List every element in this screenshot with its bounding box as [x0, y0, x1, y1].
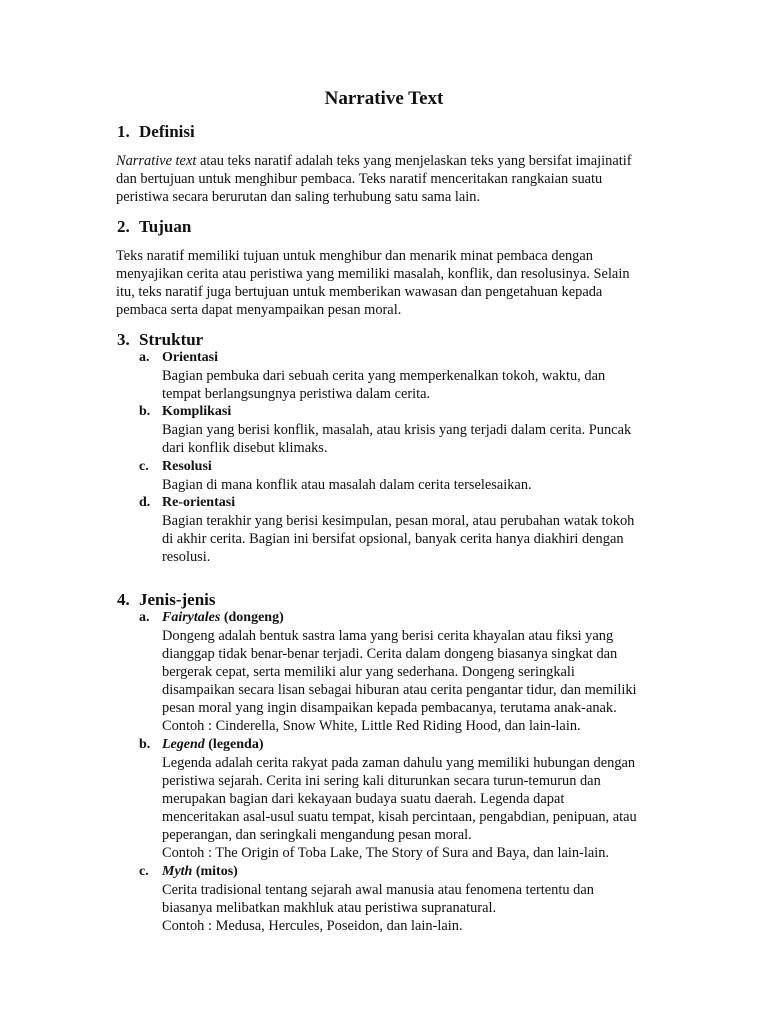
- body-line: Cerita tradisional tentang sejarah awal manusia atau fenomena tertentu dan: [162, 882, 594, 898]
- body-line: bergerak cepat, serta memiliki alur yang sederhana. Dongeng seringkali: [162, 664, 575, 680]
- page-title: Narrative Text: [324, 88, 444, 109]
- item-body: [162, 881, 682, 935]
- item-title: Orientasi: [162, 350, 218, 365]
- item-body: [162, 627, 682, 735]
- item-title-rest: (legenda): [204, 737, 264, 752]
- body-line: tempat berlangsungnya peristiwa dalam cerita.: [162, 386, 431, 402]
- body-line: Bagian di mana konflik atau masalah dalam cerita terselesaikan.: [162, 477, 532, 493]
- line-text: atau teks naratif adalah teks yang menjelaskan teks yang bersifat imajinatif: [196, 153, 632, 169]
- body-line: peperangan, dan seringkali mengandung pesan moral.: [162, 827, 472, 843]
- section-number: 4.: [117, 590, 130, 609]
- body-line: pesan moral yang ingin disampaikan kepada pembacanya, terutama anak-anak.: [162, 700, 617, 716]
- item-body: [162, 367, 682, 403]
- body-line: di akhir cerita. Bagian ini bersifat opsional, banyak cerita hanya diakhiri dengan: [162, 531, 624, 547]
- body-line: Contoh : Cinderella, Snow White, Little Red Riding Hood, dan lain-lain.: [162, 718, 581, 734]
- section-title: Struktur: [139, 330, 204, 349]
- paragraph-tujuan: [116, 247, 676, 319]
- item-title: Komplikasi: [162, 404, 232, 419]
- body-line: Bagian terakhir yang berisi kesimpulan, pesan moral, atau perubahan watak tokoh: [162, 513, 635, 529]
- item-letter: d.: [139, 495, 151, 510]
- section-heading-tujuan: [117, 216, 191, 238]
- paragraph-line: [116, 152, 676, 170]
- body-line: Legenda adalah cerita rakyat pada zaman dahulu yang memiliki hubungan dengan: [162, 755, 636, 771]
- section-number: 3.: [117, 330, 130, 349]
- item-body: [162, 754, 682, 862]
- item-title-rest: (dongeng): [220, 610, 284, 625]
- item-body: [162, 512, 682, 566]
- body-line: Contoh : The Origin of Toba Lake, The Story of Sura and Baya, dan lain-lain.: [162, 845, 610, 861]
- item-title: [162, 736, 263, 754]
- body-line: dianggap tidak benar-benar terjadi. Cerita dalam dongeng biasanya singkat dan: [162, 646, 618, 662]
- paragraph-line: Teks naratif memiliki tujuan untuk menghibur dan menarik minat pembaca dengan: [116, 248, 593, 264]
- item-title: [162, 863, 238, 881]
- item-letter: b.: [139, 404, 151, 419]
- item-letter: c.: [139, 459, 149, 474]
- body-line: Contoh : Medusa, Hercules, Poseidon, dan lain-lain.: [162, 918, 463, 934]
- body-line: merupakan bagian dari kekayaan budaya suatu daerah. Legenda dapat: [162, 791, 565, 807]
- body-line: menceritakan asal-usul suatu tempat, kisah percintaan, pengabdian, penipuan, atau: [162, 809, 637, 825]
- body-line: Bagian pembuka dari sebuah cerita yang memperkenalkan tokoh, waktu, dan: [162, 368, 606, 384]
- body-line: Bagian yang berisi konflik, masalah, atau krisis yang terjadi dalam cerita. Puncak: [162, 422, 632, 438]
- body-line: biasanya melibatkan makhluk atau peristiwa supranatural.: [162, 900, 497, 916]
- item-body: [162, 476, 682, 494]
- paragraph-line: dan bertujuan untuk menghibur pembaca. Teks naratif menceritakan rangkaian suatu: [116, 171, 603, 187]
- section-number: 1.: [117, 122, 130, 141]
- item-letter: b.: [139, 737, 151, 752]
- body-line: dari konflik disebut klimaks.: [162, 440, 328, 456]
- body-line: peristiwa sejarah. Cerita ini sering kali diturunkan secara turun-temurun dan: [162, 773, 601, 789]
- section-heading-struktur: [117, 329, 203, 351]
- item-body: [162, 421, 682, 457]
- body-line: resolusi.: [162, 549, 211, 565]
- item-letter: a.: [139, 610, 150, 625]
- item-title-italic: Myth: [162, 864, 193, 879]
- item-title: Re-orientasi: [162, 495, 236, 510]
- paragraph-line: itu, teks naratif juga bertujuan untuk memberikan wawasan dan pengetahuan kepada: [116, 284, 603, 300]
- item-title-italic: Fairytales: [162, 610, 221, 625]
- item-letter: c.: [139, 864, 149, 879]
- section-title: Definisi: [139, 122, 195, 141]
- italic-term: Narrative text: [116, 153, 197, 169]
- item-title-italic: Legend: [162, 737, 205, 752]
- section-title: Jenis-jenis: [139, 590, 216, 609]
- item-title: [162, 609, 284, 627]
- section-number: 2.: [117, 217, 130, 236]
- item-title: Resolusi: [162, 459, 212, 474]
- item-title-rest: (mitos): [192, 864, 238, 879]
- paragraph-line: menyajikan cerita atau peristiwa yang memiliki masalah, konflik, dan resolusinya. Selain: [116, 266, 630, 282]
- paragraph-definisi: [116, 152, 676, 206]
- section-heading-definisi: [117, 121, 195, 143]
- paragraph-line: peristiwa secara berurutan dan saling terhubung satu sama lain.: [116, 189, 481, 205]
- body-line: disampaikan secara lisan sebagai hiburan atau cerita pengantar tidur, dan memiliki: [162, 682, 637, 698]
- section-title: Tujuan: [139, 217, 192, 236]
- section-heading-jenis: [117, 589, 216, 611]
- paragraph-line: pembaca serta dapat menyampaikan pesan moral.: [116, 302, 402, 318]
- item-letter: a.: [139, 350, 150, 365]
- body-line: Dongeng adalah bentuk sastra lama yang berisi cerita khayalan atau fiksi yang: [162, 628, 614, 644]
